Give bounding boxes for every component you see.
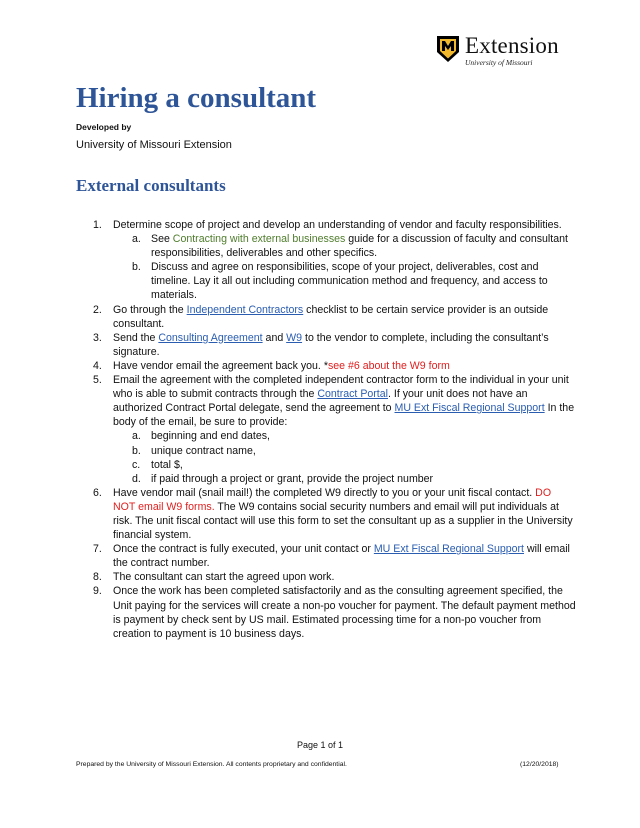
- consulting-agreement-link[interactable]: Consulting Agreement: [158, 331, 263, 344]
- step-text: to the vendor to complete, including the consultant’s signature.: [113, 331, 549, 358]
- step-1-a: [76, 232, 576, 260]
- step-number: 8.: [93, 571, 102, 584]
- step-text: Send the: [113, 331, 159, 344]
- sub-letter: a.: [132, 233, 141, 246]
- steps-list: [76, 218, 576, 641]
- brand-subtitle: University of Missouri: [465, 58, 533, 67]
- step-5-a: [76, 429, 576, 443]
- step-6: [76, 486, 576, 542]
- step-text: The W9 contains social security numbers and email will put individuals at risk. The unit fiscal contact will use this form to set the consultant up as a supplier in the University financial system.: [113, 500, 573, 542]
- fiscal-regional-support-link[interactable]: MU Ext Fiscal Regional Support: [373, 543, 524, 556]
- developed-by-label: Developed by: [76, 122, 132, 132]
- step-number: 9.: [93, 585, 102, 598]
- step-text: In the body of the email, be sure to provide:: [113, 402, 575, 429]
- step-text: Have vendor mail (snail mail!) the completed W9 directly to you or your unit fiscal contact.: [113, 486, 536, 499]
- step-number: 3.: [93, 331, 102, 344]
- step-5: [76, 373, 576, 429]
- step-number: 6.: [93, 486, 102, 499]
- sub-text: total $,: [151, 458, 183, 471]
- step-4: [76, 359, 576, 373]
- page-title: Hiring a consultant: [76, 82, 317, 114]
- step-number: 5.: [93, 374, 102, 387]
- sub-letter: d.: [132, 472, 141, 485]
- step-5-d: [76, 472, 576, 486]
- mizzou-shield-icon: [437, 36, 459, 62]
- step-text: Determine scope of project and develop an understanding of vendor and faculty responsibilities.: [113, 219, 562, 231]
- section-title: External consultants: [76, 176, 226, 195]
- footer-disclaimer: Prepared by the University of Missouri Extension. All contents proprietary and confidential.: [76, 761, 347, 768]
- step-8: [76, 570, 576, 584]
- step-text: Have vendor email the agreement back you. *: [113, 359, 328, 372]
- step-text: Go through the: [113, 303, 187, 316]
- step-5-b: [76, 444, 576, 458]
- sub-letter: c.: [132, 458, 141, 471]
- extension-logo: [437, 33, 567, 70]
- step-1-b: [76, 260, 576, 302]
- step-5-c: [76, 458, 576, 472]
- sub-text: if paid through a project or grant, provide the project number: [151, 472, 434, 485]
- sub-text: beginning and end dates,: [151, 430, 270, 443]
- step-1: [76, 218, 576, 232]
- w9-note: see #6 about the W9 form: [327, 359, 450, 372]
- sub-text: guide for a discussion of faculty and consultant responsibilities, deliverables and other specifics.: [151, 233, 568, 260]
- step-2: [76, 303, 576, 331]
- page-number: Page 1 of 1: [296, 740, 344, 750]
- footer-date: (12/20/2018): [520, 761, 559, 768]
- contract-portal-link[interactable]: Contract Portal: [317, 388, 388, 401]
- step-text: Once the work has been completed satisfactorily and as the consulting agreement specified, the Unit paying for the services will create a non-po voucher for payment. The default payment method is payment by check sent by US mail. Estimated processing time for a non-po voucher from creation to payment is 10 business days.: [113, 585, 576, 640]
- sub-text: See: [151, 233, 173, 246]
- step-number: 2.: [93, 303, 102, 316]
- step-text: and: [262, 331, 287, 344]
- sub-letter: a.: [132, 430, 141, 443]
- brand-name: Extension: [465, 33, 559, 58]
- sub-letter: b.: [132, 261, 141, 274]
- step-text: . If your unit does not have an authorized Contract Portal delegate, send the agreement to: [113, 388, 528, 415]
- sub-text: unique contract name,: [151, 444, 256, 457]
- step-3: [76, 331, 576, 359]
- step-9: [76, 584, 576, 640]
- step-text: will email the contract number.: [113, 543, 570, 570]
- independent-contractors-link[interactable]: Independent Contractors: [186, 303, 304, 316]
- contracting-guide-link[interactable]: Contracting with external businesses: [172, 233, 346, 246]
- organization-name: University of Missouri Extension: [76, 139, 232, 151]
- w9-link[interactable]: W9: [286, 331, 303, 344]
- step-7: [76, 542, 576, 570]
- step-number: 1.: [93, 219, 102, 231]
- step-number: 4.: [93, 359, 102, 372]
- step-text: Once the contract is fully executed, your unit contact or: [113, 543, 374, 556]
- fiscal-regional-support-link[interactable]: MU Ext Fiscal Regional Support: [394, 402, 545, 415]
- step-text: Email the agreement with the completed independent contractor form to the individual in your unit who is able to submit contracts through the: [113, 374, 569, 401]
- step-number: 7.: [93, 543, 102, 556]
- step-text: checklist to be certain service provider is an outside consultant.: [113, 303, 549, 330]
- sub-text: Discuss and agree on responsibilities, scope of your project, deliverables, cost and timeline. Lay it all out including communication method and frequency, and access to materials.: [151, 261, 548, 302]
- w9-warning: DO NOT email W9 forms.: [113, 486, 552, 513]
- sub-letter: b.: [132, 444, 141, 457]
- step-text: The consultant can start the agreed upon work.: [113, 571, 335, 584]
